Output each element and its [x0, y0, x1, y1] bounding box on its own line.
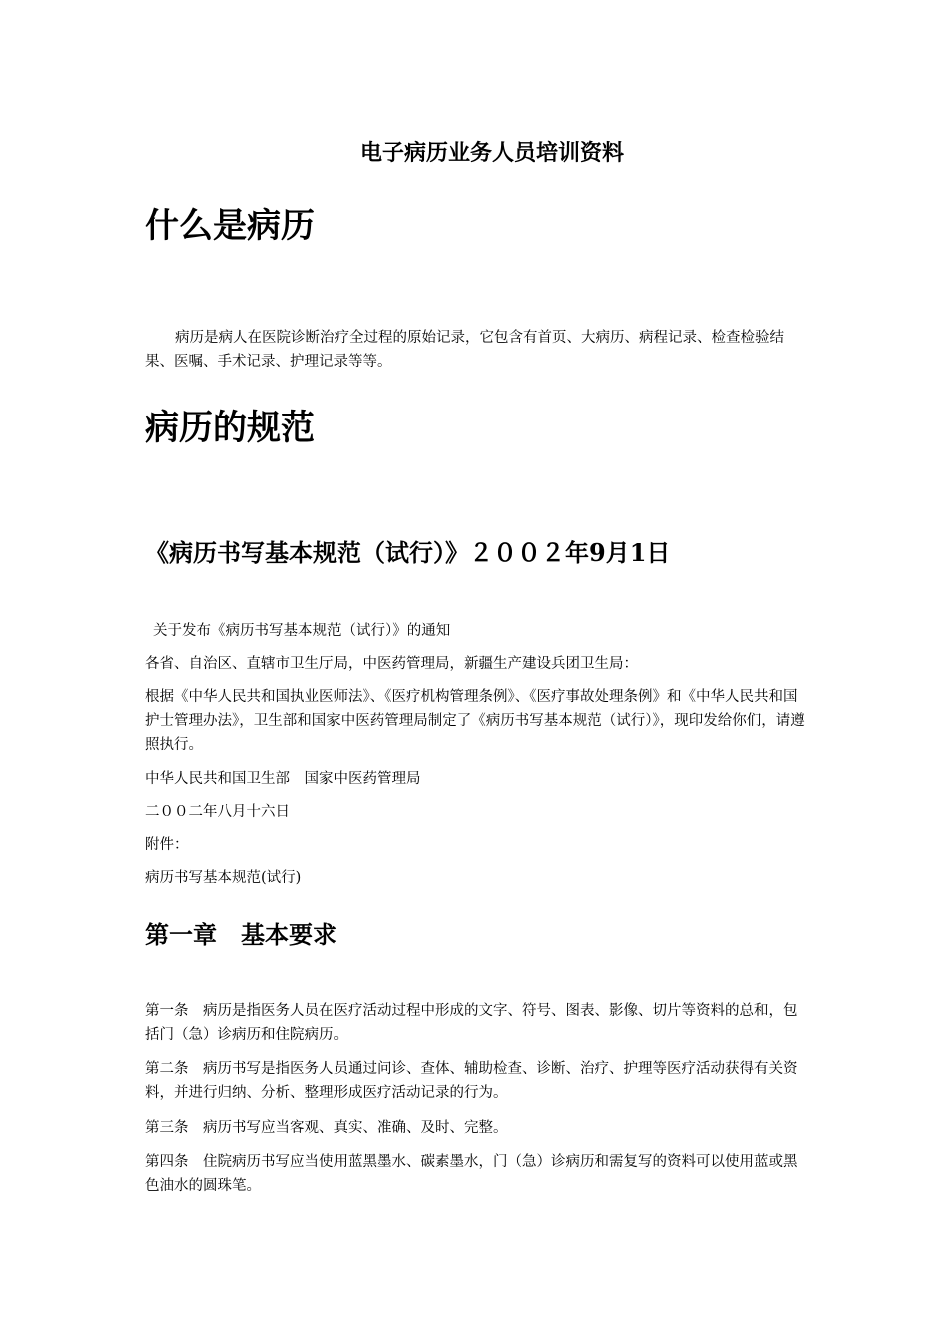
paragraph-notice-title: 关于发布《病历书写基本规范（试行）》的通知	[153, 623, 451, 639]
paragraph-attachment-label: 附件：	[145, 837, 189, 853]
subheading-standard-title: 《病历书写基本规范（试行）》２００２年9月1日	[145, 538, 671, 567]
article-1: 第一条 病历是指医务人员在医疗活动过程中形成的文字、符号、图表、影像、切片等资料的总和，包括门（急）诊病历和住院病历。	[145, 1003, 798, 1043]
chapter-heading-basic-requirements: 第一章 基本要求	[145, 920, 337, 949]
article-4: 第四条 住院病历书写应当使用蓝黑墨水、碳素墨水，门（急）诊病历和需复写的资料可以使用蓝或黑色油水的圆珠笔。	[145, 1154, 798, 1194]
paragraph-issuer: 中华人民共和国卫生部 国家中医药管理局	[145, 771, 421, 787]
section-heading-record-standard: 病历的规范	[145, 408, 315, 448]
article-3: 第三条 病历书写应当客观、真实、准确、及时、完整。	[145, 1120, 508, 1136]
document-title: 电子病历业务人员培训资料	[359, 140, 624, 166]
section-heading-what-is-record: 什么是病历	[145, 206, 315, 246]
paragraph-notice-body: 根据《中华人民共和国执业医师法》、《医疗机构管理条例》、《医疗事故处理条例》和《中华人民共和国护士管理办法》，卫生部和国家中医药管理局制定了《病历书写基本规范（试行）》，现印发给你们，请遵照执行。	[145, 689, 805, 753]
article-2: 第二条 病历书写是指医务人员通过问诊、查体、辅助检查、诊断、治疗、护理等医疗活动获得有关资料，并进行归纳、分析、整理形成医疗活动记录的行为。	[145, 1061, 798, 1101]
paragraph-addressee: 各省、自治区、直辖市卫生厅局，中医药管理局，新疆生产建设兵团卫生局：	[145, 656, 638, 672]
paragraph-date: 二００二年八月十六日	[145, 804, 290, 820]
paragraph-definition: 病历是病人在医院诊断治疗全过程的原始记录，它包含有首页、大病历、病程记录、检查检验结果、医嘱、手术记录、护理记录等等。	[145, 330, 784, 370]
paragraph-attachment-name: 病历书写基本规范(试行)	[145, 870, 302, 886]
